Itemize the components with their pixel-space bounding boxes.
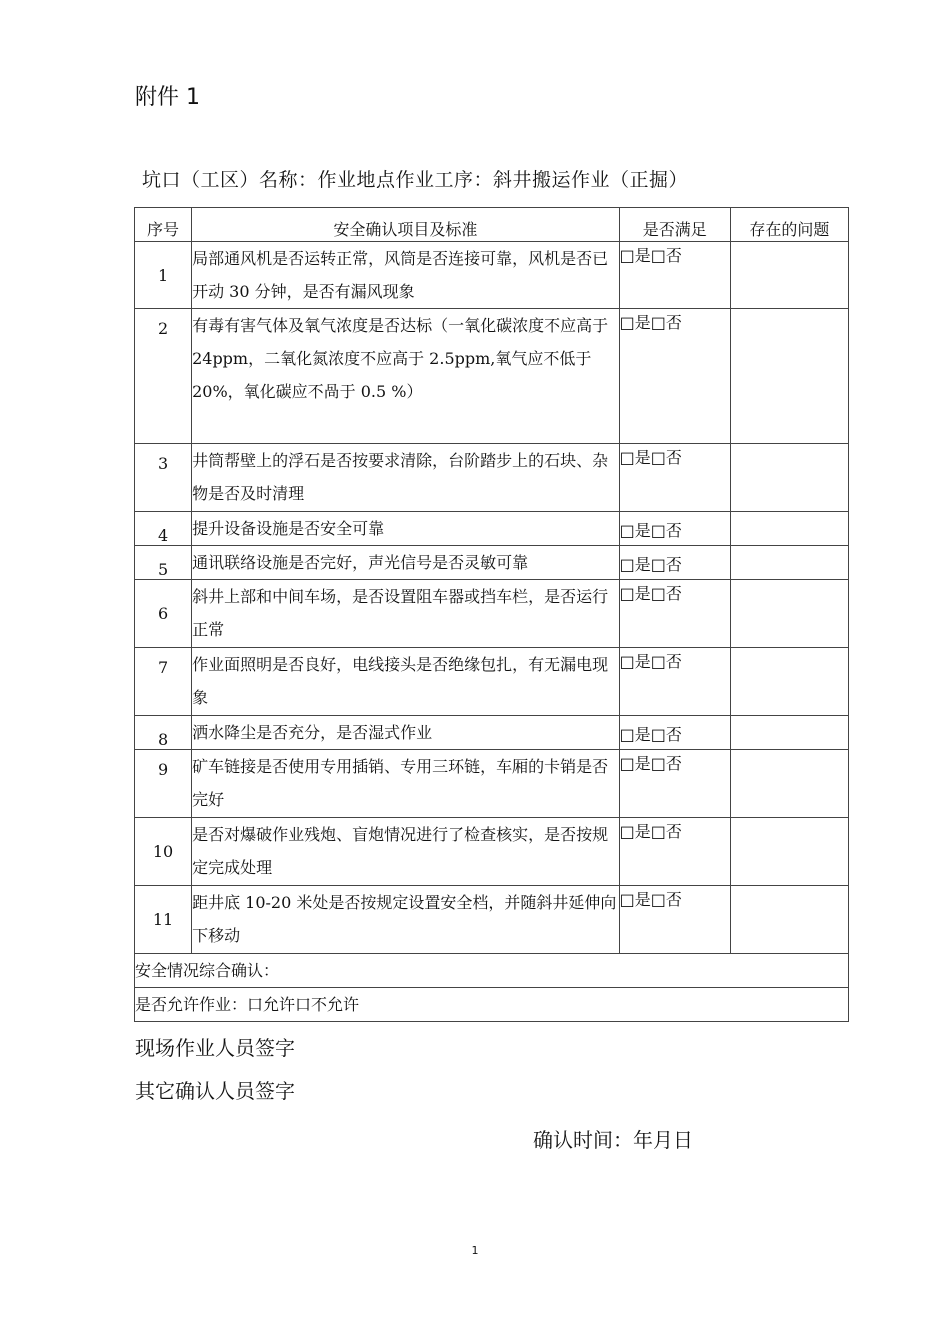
- table-row: [135, 818, 849, 886]
- row-no: 9: [135, 750, 192, 818]
- document-subtitle: 坑口（工区）名称：作业地点作业工序：斜井搬运作业（正掘）: [142, 169, 689, 191]
- permit-checkbox-line[interactable]: 是否允许作业：口允许口不允许: [135, 988, 849, 1022]
- row-ok-checkbox[interactable]: □是□否: [619, 750, 730, 818]
- row-ok-checkbox[interactable]: □是□否: [619, 648, 730, 716]
- header-no: 序号: [135, 208, 192, 242]
- row-no: 6: [135, 580, 192, 648]
- others-signature-label: 其它确认人员签字: [135, 1079, 295, 1103]
- row-ok-checkbox[interactable]: □是□否: [619, 512, 730, 546]
- row-problem-cell[interactable]: [730, 444, 848, 512]
- table-row: [135, 546, 849, 580]
- row-item: 通讯联络设施是否完好，声光信号是否灵敏可靠: [192, 546, 620, 580]
- row-item: 有毒有害气体及氧气浓度是否达标（一氧化碳浓度不应高于 24ppm，二氧化氮浓度不应高于 2.5ppm,氧气应不低于 20%，氧化碳应不咼于 0.5 %）: [192, 309, 620, 444]
- header-ok: 是否满足: [619, 208, 730, 242]
- attachment-label: 附件 1: [135, 85, 200, 110]
- table-row: [135, 886, 849, 954]
- row-no: 10: [135, 818, 192, 886]
- row-problem-cell[interactable]: [730, 309, 848, 444]
- row-item: 局部通风机是否运转正常，风筒是否连接可靠，风机是否已开动 30 分钟，是否有漏风现象: [192, 242, 620, 309]
- row-ok-checkbox[interactable]: □是□否: [619, 818, 730, 886]
- table-row: [135, 444, 849, 512]
- table-row: [135, 242, 849, 309]
- row-item: 斜井上部和中间车场，是否设置阻车器或挡车栏，是否运行正常: [192, 580, 620, 648]
- row-problem-cell[interactable]: [730, 580, 848, 648]
- row-no: 5: [135, 546, 192, 580]
- summary-row: [135, 954, 849, 988]
- table-row: [135, 716, 849, 750]
- row-ok-checkbox[interactable]: □是□否: [619, 242, 730, 309]
- page-number: 1: [471, 1244, 479, 1257]
- row-problem-cell[interactable]: [730, 648, 848, 716]
- row-ok-checkbox[interactable]: □是□否: [619, 546, 730, 580]
- row-no: 7: [135, 648, 192, 716]
- row-ok-checkbox[interactable]: □是□否: [619, 886, 730, 954]
- header-item: 安全确认项目及标准: [192, 208, 620, 242]
- row-item: 矿车链接是否使用专用插销、专用三环链，车厢的卡销是否完好: [192, 750, 620, 818]
- row-problem-cell[interactable]: [730, 512, 848, 546]
- row-no: 3: [135, 444, 192, 512]
- confirm-date-label: 确认时间：年月日: [533, 1128, 693, 1152]
- row-no: 8: [135, 716, 192, 750]
- row-problem-cell[interactable]: [730, 750, 848, 818]
- summary-confirmation[interactable]: 安全情况综合确认：: [135, 954, 849, 988]
- safety-checklist-table: [134, 207, 849, 1022]
- row-problem-cell[interactable]: [730, 886, 848, 954]
- row-problem-cell[interactable]: [730, 242, 848, 309]
- row-ok-checkbox[interactable]: □是□否: [619, 444, 730, 512]
- row-no: 4: [135, 512, 192, 546]
- row-problem-cell[interactable]: [730, 546, 848, 580]
- row-problem-cell[interactable]: [730, 818, 848, 886]
- row-ok-checkbox[interactable]: □是□否: [619, 716, 730, 750]
- table-row: [135, 750, 849, 818]
- row-item: 洒水降尘是否充分，是否湿式作业: [192, 716, 620, 750]
- workers-signature-label: 现场作业人员签字: [135, 1036, 295, 1060]
- table-row: [135, 580, 849, 648]
- row-problem-cell[interactable]: [730, 716, 848, 750]
- row-no: 1: [135, 242, 192, 309]
- row-item: 提升设备设施是否安全可靠: [192, 512, 620, 546]
- table-row: [135, 309, 849, 444]
- table-row: [135, 512, 849, 546]
- header-problem: 存在的问题: [730, 208, 848, 242]
- table-row: [135, 648, 849, 716]
- table-header-row: [135, 208, 849, 242]
- row-item: 距井底 10-20 米处是否按规定设置安全档，并随斜井延伸向下移动: [192, 886, 620, 954]
- row-no: 11: [135, 886, 192, 954]
- row-no: 2: [135, 309, 192, 444]
- row-item: 是否对爆破作业残炮、盲炮情况进行了检查核实，是否按规定完成处理: [192, 818, 620, 886]
- row-ok-checkbox[interactable]: □是□否: [619, 309, 730, 444]
- permit-row: [135, 988, 849, 1022]
- row-item: 作业面照明是否良好，电线接头是否绝缘包扎，有无漏电现象: [192, 648, 620, 716]
- row-ok-checkbox[interactable]: □是□否: [619, 580, 730, 648]
- row-item: 井筒帮壁上的浮石是否按要求清除，台阶踏步上的石块、杂物是否及时清理: [192, 444, 620, 512]
